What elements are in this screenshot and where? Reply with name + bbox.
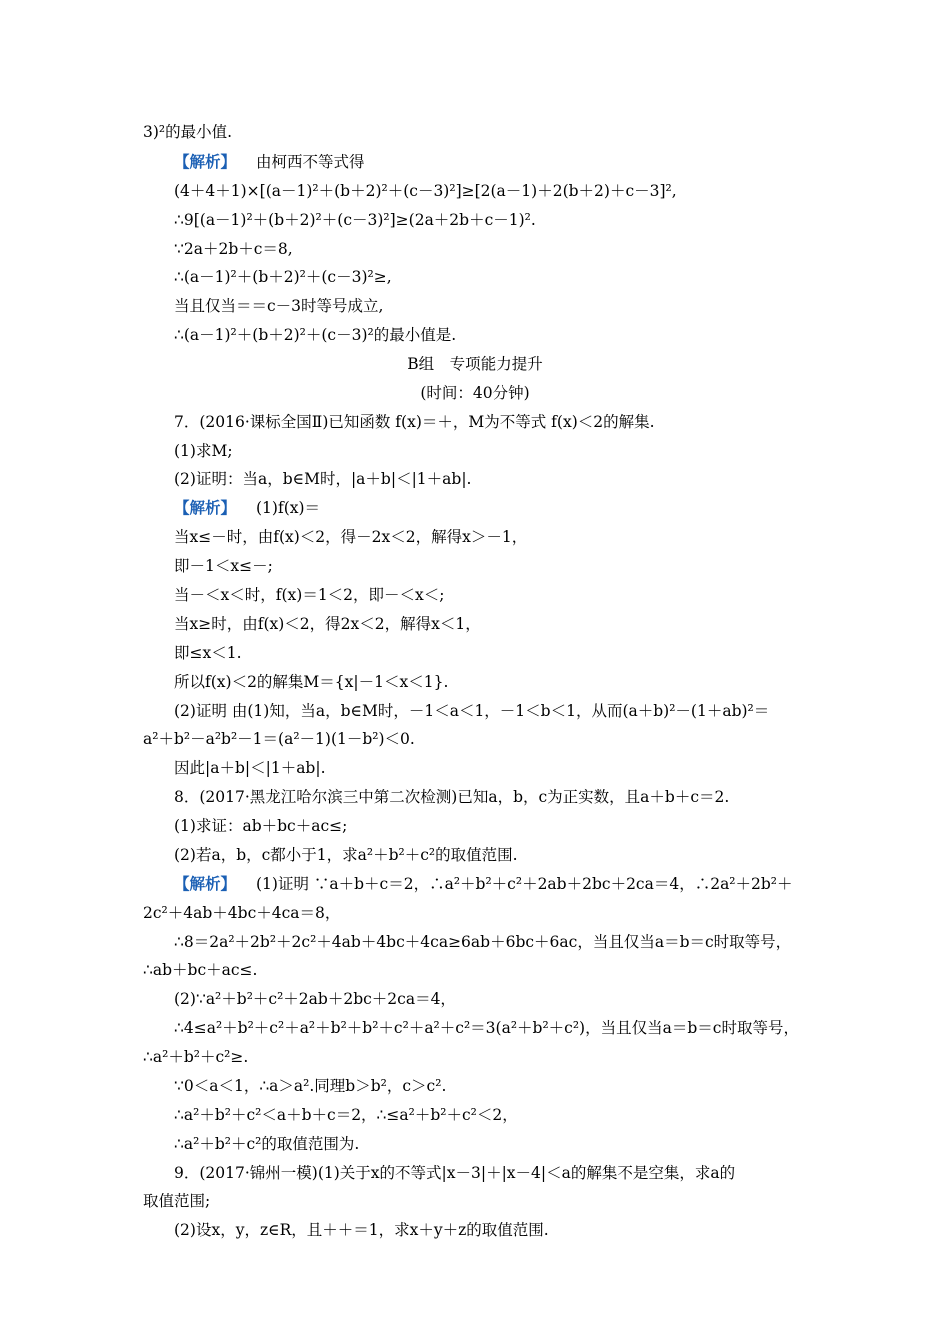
section-title: B组 专项能力提升: [407, 355, 543, 373]
text-line: ∴8＝2a²＋2b²＋2c²＋4ab＋4bc＋4ca≥6ab＋6bc＋6ac，当且仅当a＝b＝c时取等号，: [174, 933, 792, 951]
text-line: 即≤x＜1.: [174, 644, 242, 662]
text-line: (2)∵a²＋b²＋c²＋2ab＋2bc＋2ca＝4，: [174, 990, 456, 1008]
section-time: (时间：40分钟): [420, 384, 530, 402]
analysis-label: 【解析】: [174, 874, 237, 893]
text-line: ∴(a－1)²＋(b＋2)²＋(c－3)²的最小值是.: [174, 326, 457, 344]
text-line: ∴(a－1)²＋(b＋2)²＋(c－3)²≥,: [174, 268, 392, 286]
text-line: (2)设x，y，z∈R，且＋＋＝1，求x＋y＋z的取值范围.: [174, 1221, 549, 1239]
text-line: (1)求M;: [174, 442, 233, 460]
question-9: 9．(2017·锦州一模)(1)关于x的不等式|x－3|＋|x－4|＜a的解集不是空集，求a的: [174, 1164, 736, 1182]
text-line: ∴a²＋b²＋c²≥.: [143, 1048, 249, 1066]
text-line: ∵0＜a＜1，∴a＞a².同理b＞b²，c＞c².: [174, 1077, 447, 1095]
analysis-label: 【解析】: [174, 498, 237, 517]
question-7: 7．(2016·课标全国Ⅱ)已知函数 f(x)＝＋，M为不等式 f(x)＜2的解集.: [174, 413, 655, 431]
text-line: 当且仅当＝＝c－3时等号成立,: [174, 297, 384, 315]
text-line: 当x≥时，由f(x)＜2，得2x＜2，解得x＜1，: [174, 615, 481, 633]
text-line: 所以f(x)＜2的解集M＝{x|－1＜x＜1}.: [174, 673, 449, 691]
analysis-label: 【解析】: [174, 152, 237, 171]
text-line: 由柯西不等式得: [256, 153, 365, 171]
text-line: 3)²的最小值.: [143, 123, 233, 141]
question-8: 8．(2017·黑龙江哈尔滨三中第二次检测)已知a，b，c为正实数，且a＋b＋c＝2.: [174, 788, 730, 806]
text-line: 2c²＋4ab＋4bc＋4ca＝8，: [143, 904, 341, 922]
text-line: (2)证明：当a，b∈M时，|a＋b|＜|1＋ab|.: [174, 470, 472, 488]
text-line: ∴a²＋b²＋c²＜a＋b＋c＝2，∴≤a²＋b²＋c²＜2，: [174, 1106, 518, 1124]
text-line: 即－1＜x≤－;: [174, 557, 273, 575]
text-line: a²＋b²－a²b²－1＝(a²－1)(1－b²)＜0.: [143, 730, 415, 748]
text-line: 当x≤－时，由f(x)＜2，得－2x＜2，解得x＞－1，: [174, 528, 528, 546]
text-line: (2)若a，b，c都小于1，求a²＋b²＋c²的取值范围.: [174, 846, 518, 864]
text-line: ∴4≤a²＋b²＋c²＋a²＋b²＋b²＋c²＋a²＋c²＝3(a²＋b²＋c²)，当且仅当a＝b＝c时取等号，: [174, 1019, 799, 1037]
text-line: (2)证明 由(1)知，当a，b∈M时，－1＜a＜1，－1＜b＜1，从而(a＋b)²－(1＋ab)²＝: [174, 702, 770, 720]
text-line: 取值范围;: [143, 1192, 211, 1210]
text-line: ∴9[(a－1)²＋(b＋2)²＋(c－3)²]≥(2a＋2b＋c－1)².: [174, 211, 536, 229]
text-line: ∵2a＋2b＋c＝8,: [174, 240, 293, 258]
text-line: 因此|a＋b|＜|1＋ab|.: [174, 759, 326, 777]
text-line: (4＋4＋1)×[(a－1)²＋(b＋2)²＋(c－3)²]≥[2(a－1)＋2(b＋2)＋c－3]²,: [174, 182, 677, 200]
text-line: 当－＜x＜时，f(x)＝1＜2，即－＜x＜;: [174, 586, 445, 604]
text-line: ∴ab＋bc＋ac≤.: [143, 961, 258, 979]
text-line: (1)f(x)＝: [256, 499, 321, 517]
text-line: (1)证明 ∵a＋b＋c＝2，∴a²＋b²＋c²＋2ab＋2bc＋2ca＝4，∴2a²＋2b²＋: [256, 875, 793, 893]
text-line: (1)求证：ab＋bc＋ac≤;: [174, 817, 348, 835]
text-line: ∴a²＋b²＋c²的取值范围为.: [174, 1135, 360, 1153]
